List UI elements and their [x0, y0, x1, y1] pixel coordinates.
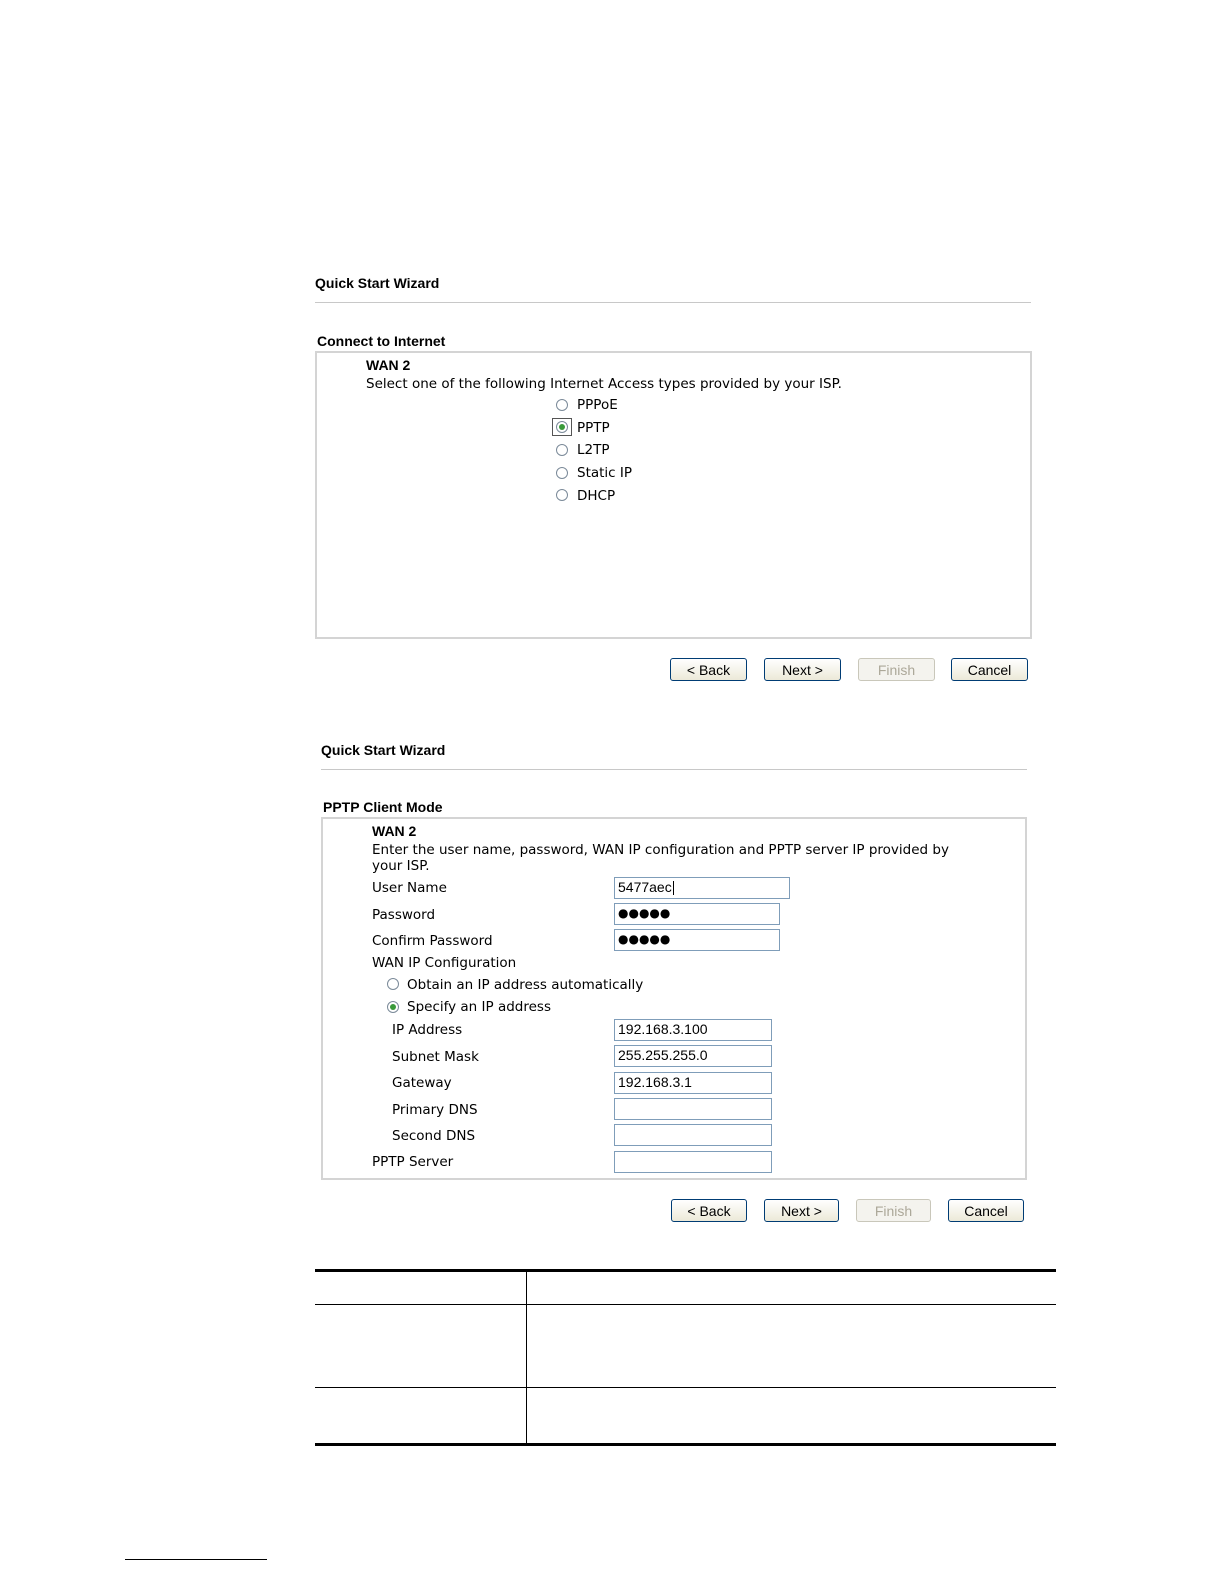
confirm-password-input[interactable]: ●●●●●: [614, 929, 780, 951]
ip-address-input[interactable]: 192.168.3.100: [614, 1019, 772, 1041]
option-static-ip-radio[interactable]: [556, 467, 568, 479]
gateway-label: Gateway: [392, 1075, 452, 1091]
option-pppoe-radio[interactable]: [556, 399, 568, 411]
wizard1-divider: [315, 302, 1031, 303]
wizard2-instruction-line1: Enter the user name, password, WAN IP configuration and PPTP server IP provided by: [372, 842, 949, 858]
table-top-rule: [315, 1269, 1056, 1272]
wizard1-next-button[interactable]: Next >: [764, 658, 841, 681]
wizard1-cancel-button[interactable]: Cancel: [951, 658, 1028, 681]
option-pptp-radio[interactable]: [556, 421, 568, 433]
option-pptp-label[interactable]: PPTP: [577, 420, 610, 436]
option-pppoe-label[interactable]: PPPoE: [577, 397, 618, 413]
gateway-input[interactable]: 192.168.3.1: [614, 1072, 772, 1094]
wizard1-panel: [315, 351, 1032, 639]
text-caret: [673, 881, 674, 895]
subnet-mask-label: Subnet Mask: [392, 1049, 479, 1065]
option-static-ip-label[interactable]: Static IP: [577, 465, 633, 481]
wizard1-back-button[interactable]: < Back: [670, 658, 747, 681]
option-dhcp-radio[interactable]: [556, 489, 568, 501]
table-header-rule: [315, 1304, 1056, 1305]
password-label: Password: [372, 907, 436, 923]
wizard2-divider: [321, 769, 1027, 770]
wizard2-title: Quick Start Wizard: [321, 742, 446, 758]
second-dns-label: Second DNS: [392, 1128, 476, 1144]
primary-dns-label: Primary DNS: [392, 1102, 478, 1118]
table-row-rule: [315, 1387, 1056, 1388]
option-l2tp-label[interactable]: L2TP: [577, 442, 610, 458]
option-dhcp-label[interactable]: DHCP: [577, 488, 616, 504]
password-input[interactable]: ●●●●●: [614, 903, 780, 925]
wizard2-finish-button[interactable]: Finish: [856, 1199, 931, 1222]
wizard2-wan-label: WAN 2: [372, 823, 417, 839]
user-name-input[interactable]: [614, 877, 790, 899]
wizard2-instruction-line2: your ISP.: [372, 858, 430, 874]
wizard2-next-button[interactable]: Next >: [764, 1199, 839, 1222]
second-dns-input[interactable]: [614, 1124, 772, 1146]
wizard1-title: Quick Start Wizard: [315, 275, 440, 291]
primary-dns-input[interactable]: [614, 1098, 772, 1120]
subnet-mask-input[interactable]: 255.255.255.0: [614, 1045, 772, 1067]
confirm-password-label: Confirm Password: [372, 933, 493, 949]
pptp-server-label: PPTP Server: [372, 1154, 454, 1170]
ip-address-label: IP Address: [392, 1022, 463, 1038]
user-name-label: User Name: [372, 880, 447, 896]
obtain-auto-label[interactable]: Obtain an IP address automatically: [407, 977, 644, 993]
user-name-value: 5477aec: [618, 879, 672, 895]
table-column-divider: [526, 1269, 527, 1446]
specify-ip-label[interactable]: Specify an IP address: [407, 999, 551, 1015]
specify-ip-radio[interactable]: [387, 1001, 399, 1013]
wan-ip-config-label: WAN IP Configuration: [372, 955, 517, 971]
wizard2-section-title: PPTP Client Mode: [323, 799, 443, 815]
footnote-rule: [125, 1559, 267, 1560]
option-l2tp-radio[interactable]: [556, 444, 568, 456]
pptp-server-input[interactable]: [614, 1151, 772, 1173]
wizard2-back-button[interactable]: < Back: [671, 1199, 747, 1222]
wizard2-cancel-button[interactable]: Cancel: [948, 1199, 1024, 1222]
obtain-auto-radio[interactable]: [387, 978, 399, 990]
wizard1-section-title: Connect to Internet: [317, 333, 446, 349]
wizard1-finish-button[interactable]: Finish: [858, 658, 935, 681]
wizard1-instruction: Select one of the following Internet Access types provided by your ISP.: [366, 376, 842, 392]
table-bottom-rule: [315, 1443, 1056, 1446]
wizard1-wan-label: WAN 2: [366, 357, 411, 373]
